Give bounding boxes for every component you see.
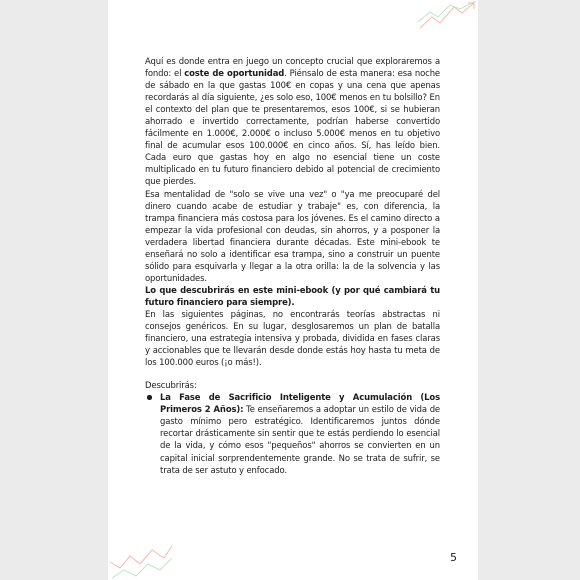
discover-label: Descubrirás: — [145, 380, 197, 391]
discover-list — [145, 391, 440, 475]
paragraph-plan-intro: En las siguientes páginas, no encontrarás teorías abstractas ni consejos genéricos. En su lugar, desglosaremos un plan de batalla financiero, una estrategia intensiva y probada, dividida en fases claras y accionables que te llevarán desde donde estás hoy hasta tu meta de los 100.000 euros (¡o más!). — [145, 308, 440, 368]
growth-chart-decoration — [416, 0, 478, 32]
bullet-icon — [147, 395, 152, 400]
paragraph-financial-trap: Esa mentalidad de "solo se vive una vez" o "ya me preocuparé del dinero cuando acabe de estudiar y trabaje" es, con diferencia, la trampa financiera más costosa para los jóvenes. Es el camino directo a empezar la vida profesional con deudas, sin ahorros, y a posponer la verdadera libertad financiera durante décadas. Este mini-ebook te enseñará no solo a identificar esa trampa, sino a construir un puente sólido para esquivarla y llegar a la otra orilla: la de la solvencia y las oportunidades. — [145, 188, 440, 283]
document-page — [108, 0, 478, 580]
section-heading: Lo que descubrirás en este mini-ebook (y por qué cambiará tu futuro financiero para siempre). — [145, 284, 440, 307]
bullet-text: Te enseñaremos a adoptar un estilo de vida de gasto mínimo pero estratégico. Identificaremos juntos dónde recortar drásticamente sin sentir que te estás perdiendo lo esencial de la vida, y cómo esos "pequeños" ahorros se convierten en un capital inicial sorprendentemente grande. No se trata de sufrir, se trata de ser astuto y enfocado. — [160, 404, 440, 475]
page-content — [145, 55, 440, 476]
growth-chart-decoration-bottom — [108, 538, 174, 580]
paragraph-opportunity-cost: Aquí es donde entra en juego un concepto crucial que exploraremos a fondo: el coste de oportunidad. Piénsalo de esta manera: esa noche de sábado en la que gastas 100€ en copas y una cena que apenas recordarás al día siguiente, ¿es solo eso, 100€ menos en tu bolsillo? En el contexto del plan que te presentaremos, esos 100€, si se hubieran ahorrado e invertido correctamente, podrían haberse convertido fácilmente en 1.000€, 2.000€ o incluso 5.000€ menos en tu objetivo final de acumular esos 100.000€ en cinco años. Sí, has leído bien. Cada euro que gastas hoy en algo no esencial tiene un coste multiplicado en tu futuro financiero debido al potencial de crecimiento que pierdes. — [145, 56, 441, 187]
bullet-title: La Fase de Sacrificio Inteligente y Acumulación (Los Primeros 2 Años): — [160, 392, 440, 415]
page-number: 5 — [450, 551, 457, 564]
list-item — [145, 391, 440, 475]
opportunity-cost-term: coste de oportunidad — [184, 68, 285, 79]
